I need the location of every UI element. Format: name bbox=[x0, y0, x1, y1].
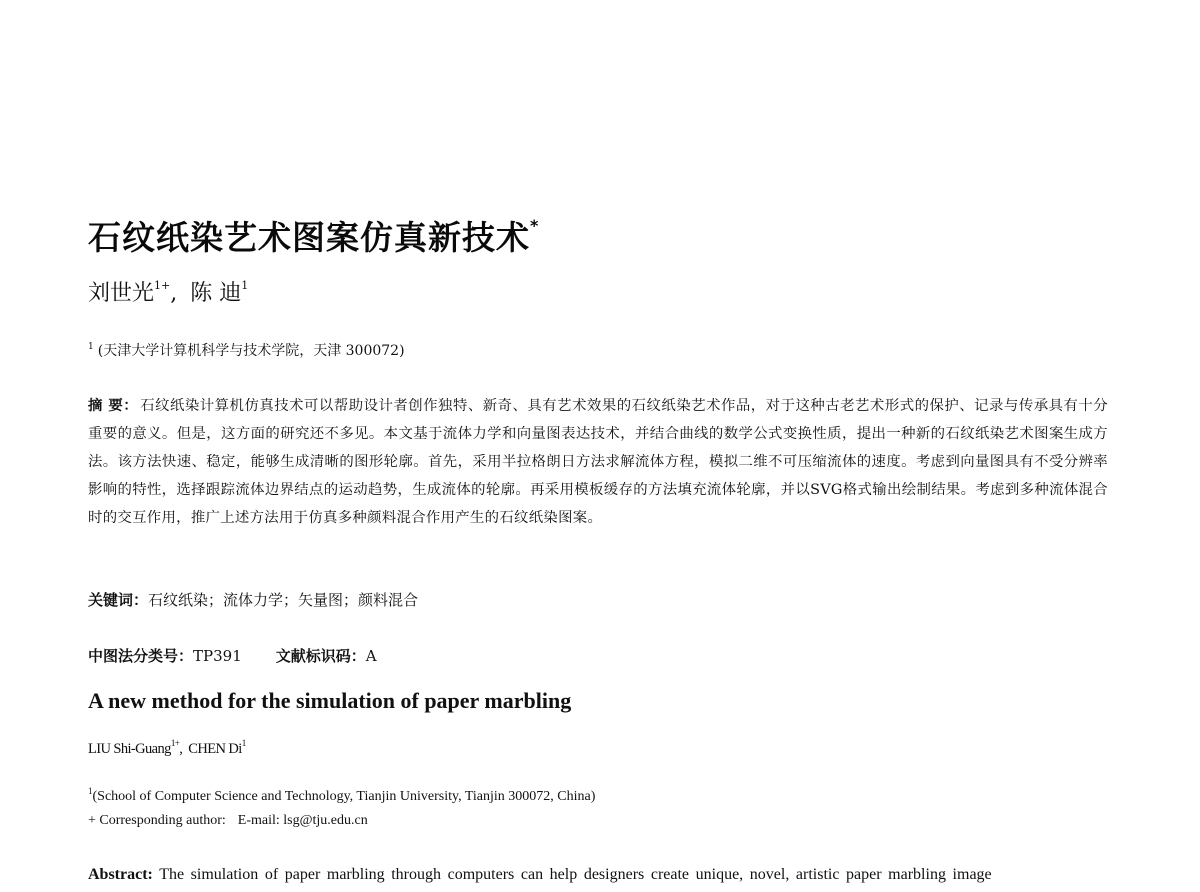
author-en-1-sup: 1+ bbox=[170, 738, 180, 748]
abstract-cn bbox=[88, 392, 1108, 532]
author-en-2: CHEN Di bbox=[188, 741, 242, 757]
abstract-cn-label: 摘 要： bbox=[88, 398, 139, 414]
authors-cn bbox=[88, 276, 248, 307]
corresponding-label: + Corresponding author: bbox=[88, 813, 226, 828]
clc-value: TP391 bbox=[193, 647, 242, 665]
keywords-cn-label: 关键词： bbox=[88, 591, 149, 609]
paper-title-en: A new method for the simulation of paper marbling bbox=[88, 688, 572, 713]
affiliation-cn bbox=[88, 340, 405, 360]
keywords-cn bbox=[88, 589, 418, 610]
doc-code-label: 文献标识码： bbox=[275, 647, 366, 665]
keywords-cn-text: 石纹纸染；流体力学；矢量图；颜料混合 bbox=[148, 591, 419, 609]
affiliation-en bbox=[88, 786, 595, 805]
author-en-2-sup: 1 bbox=[241, 738, 246, 748]
author-separator-en: , bbox=[179, 741, 189, 757]
abstract-cn-text: 石纹纸染计算机仿真技术可以帮助设计者创作独特、新奇、具有艺术效果的石纹纸染艺术作品，对于这种古老艺术形式的保护、记录与传承具有十分重要的意义。但是，这方面的研究还不多见。本文基于流体力学和向量图表达技术，并结合曲线的数学公式变换性质，提出一种新的石纹纸染艺术图案生成方法。该方法快速、稳定，能够生成清晰的图形轮廓。首先，采用半拉格朗日方法求解流体方程，模拟二维不可压缩流体的速度。考虑到向量图具有不受分辨率影响的特性，选择跟踪流体边界结点的运动趋势，生成流体的轮廓。再采用模板缓存的方法填充流体轮廓，并以SVG格式输出绘制结果。考虑到多种流体混合时的交互作用，推广上述方法用于仿真多种颜料混合作用产生的石纹纸染图案。 bbox=[88, 398, 1108, 526]
author-cn-2: 陈 迪 bbox=[190, 281, 242, 306]
abstract-en-label: Abstract: bbox=[88, 866, 153, 883]
paper-title-cn bbox=[88, 212, 539, 259]
doc-code-value: A bbox=[365, 647, 377, 665]
email-link[interactable]: lsg@tju.edu.cn bbox=[283, 813, 368, 828]
affiliation-cn-sup: 1 bbox=[88, 342, 94, 352]
affiliation-en-sup: 1 bbox=[88, 786, 93, 796]
title-footnote-mark: * bbox=[530, 216, 540, 235]
author-en-1: LIU Shi-Guang bbox=[88, 741, 171, 757]
author-cn-1-sup: 1+ bbox=[154, 279, 171, 292]
affiliation-cn-text: (天津大学计算机科学与技术学院，天津 300072) bbox=[97, 343, 405, 359]
author-cn-1: 刘世光 bbox=[88, 281, 155, 306]
abstract-en-text: The simulation of paper marbling through computers can help designers create unique, novel, artistic paper marbling image bbox=[159, 866, 992, 883]
abstract-en bbox=[88, 866, 1108, 884]
affiliation-en-text: (School of Computer Science and Technology, Tianjin University, Tianjin 300072, China) bbox=[92, 789, 596, 804]
email-label: E-mail: bbox=[237, 813, 280, 828]
authors-en bbox=[88, 738, 246, 758]
classification bbox=[88, 645, 377, 666]
author-separator-cn: , bbox=[170, 281, 178, 306]
paper-title-cn-text: 石纹纸染艺术图案仿真新技术 bbox=[88, 218, 530, 257]
clc-label: 中图法分类号： bbox=[88, 647, 194, 665]
corresponding-author bbox=[88, 813, 368, 829]
author-cn-2-sup: 1 bbox=[241, 279, 249, 292]
